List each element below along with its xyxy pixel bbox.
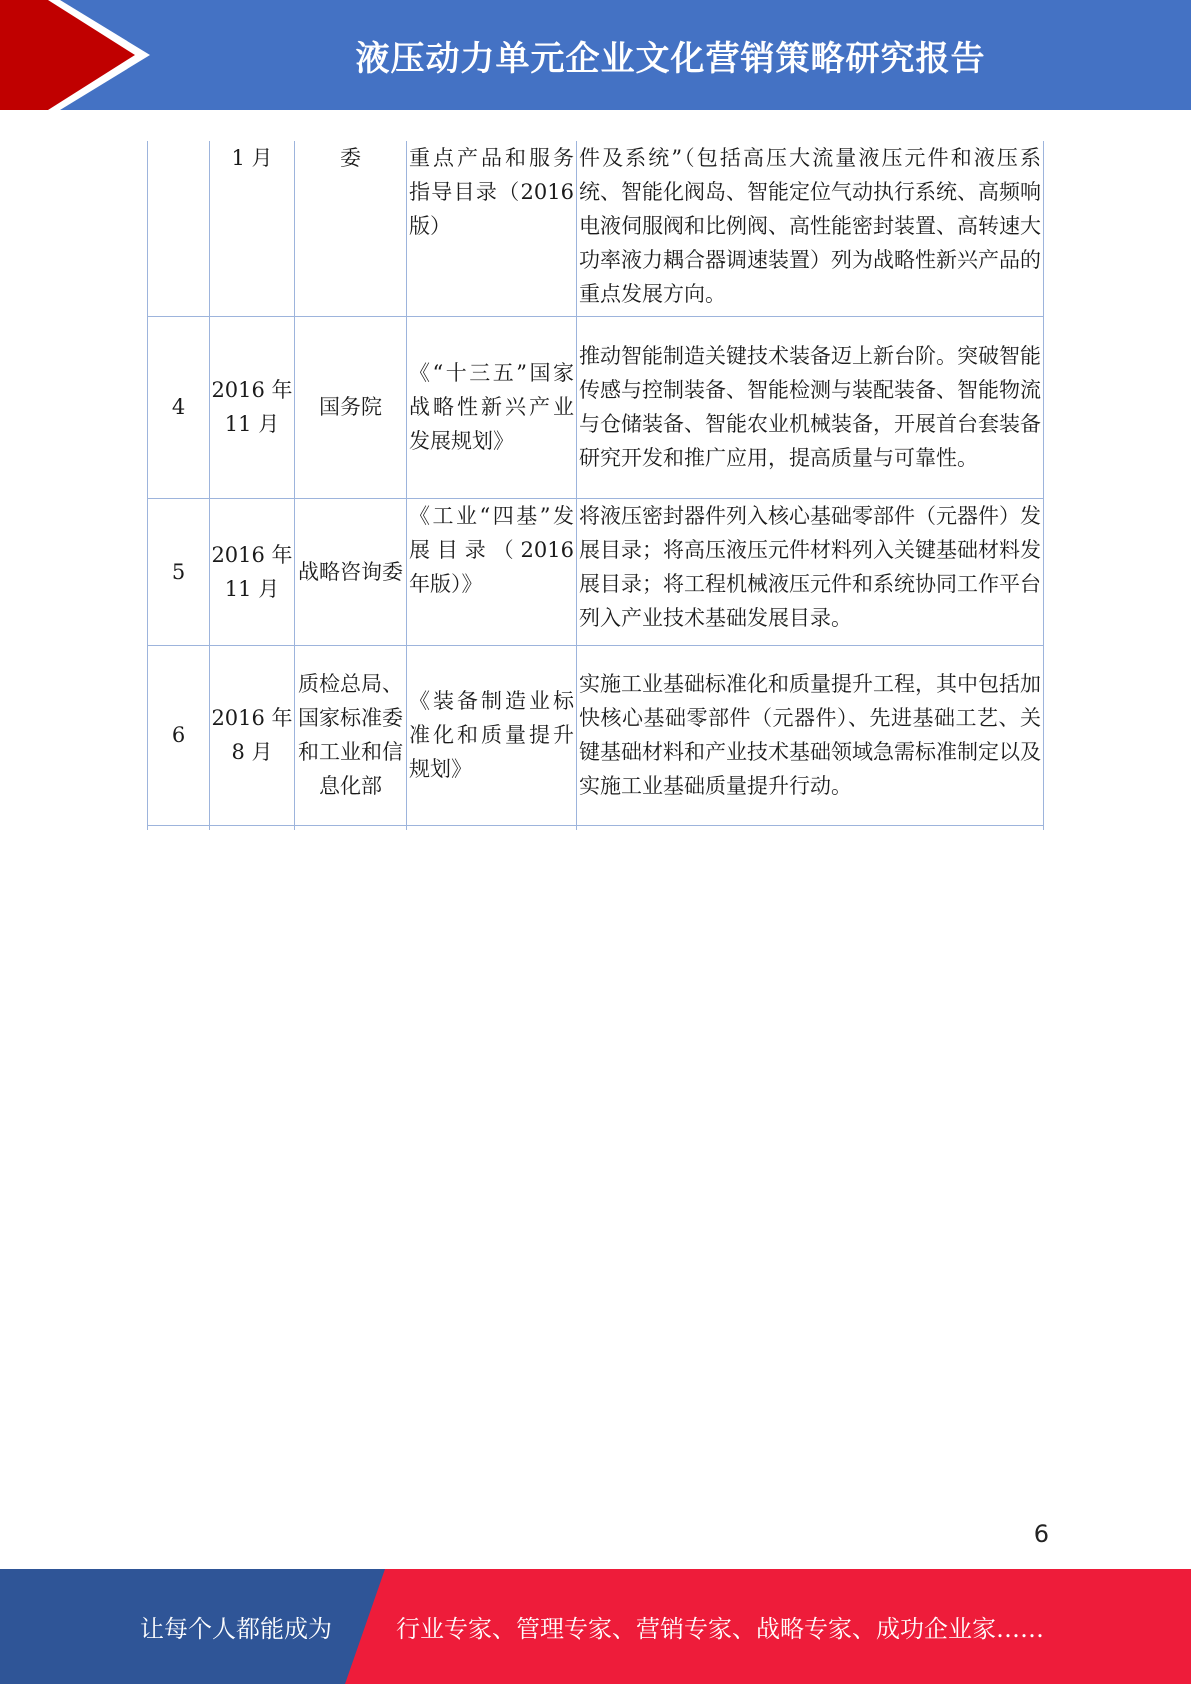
policy-content: 件及系统”（包括高压大流量液压元件和液压系统、智能化阀岛、智能定位气动执行系统、高频响电液伺服阀和比例阀、高性能密封装置、高转速大功率液力耦合器调速装置）列为战略性新兴产品的重点发展方向。 [577,141,1044,316]
document-name: 重点产品和服务指导目录（2016 版） [407,141,577,316]
table-row [148,645,1044,825]
table-row [148,316,1044,498]
empty-cell [295,825,407,830]
page-number: 6 [1033,1520,1049,1548]
policy-content: 将液压密封器件列入核心基础零部件（元器件）发展目录；将高压液压元件材料列入关键基础材料发展目录；将工程机械液压元件和系统协同工作平台列入产业技术基础发展目录。 [577,498,1044,645]
empty-cell [148,825,210,830]
document-name: 《“十三五”国家战略性新兴产业发展规划》 [407,316,577,498]
empty-cell [210,825,295,830]
issuing-body: 质检总局、国家标准委和工业和信息化部 [295,645,407,825]
policy-content: 推动智能制造关键技术装备迈上新台阶。突破智能传感与控制装备、智能检测与装配装备、智能物流与仓储装备、智能农业机械装备，开展首台套装备研究开发和推广应用，提高质量与可靠性。 [577,316,1044,498]
issuing-body: 战略咨询委 [295,498,407,645]
table-row [148,498,1044,645]
policy-table [147,141,1043,830]
row-number: 6 [148,645,210,825]
empty-cell [577,825,1044,830]
footer-slogan-left: 让每个人都能成为 [140,1615,332,1643]
document-name: 《工业“四基”发展目录（2016 年版）》 [407,498,577,645]
header-chevron-decoration [0,0,150,110]
release-date: 2016 年 11 月 [210,316,295,498]
issuing-body: 国务院 [295,316,407,498]
row-number [148,141,210,316]
page-header [0,0,1191,110]
empty-cell [407,825,577,830]
release-date: 2016 年 8 月 [210,645,295,825]
row-number: 5 [148,498,210,645]
page-footer [0,1569,1191,1684]
issuing-body: 委 [295,141,407,316]
report-title: 液压动力单元企业文化营销策略研究报告 [355,38,986,79]
release-date: 1 月 [210,141,295,316]
release-date: 2016 年 11 月 [210,498,295,645]
policy-content: 实施工业基础标准化和质量提升工程，其中包括加快核心基础零部件（元器件）、先进基础工艺、关键基础材料和产业技术基础领域急需标准制定以及实施工业基础质量提升行动。 [577,645,1044,825]
table-row-continuation [148,825,1044,830]
footer-slogan-right: 行业专家、管理专家、营销专家、战略专家、成功企业家…… [396,1615,1044,1643]
table-row [148,141,1044,316]
row-number: 4 [148,316,210,498]
document-name: 《装备制造业标准化和质量提升规划》 [407,645,577,825]
